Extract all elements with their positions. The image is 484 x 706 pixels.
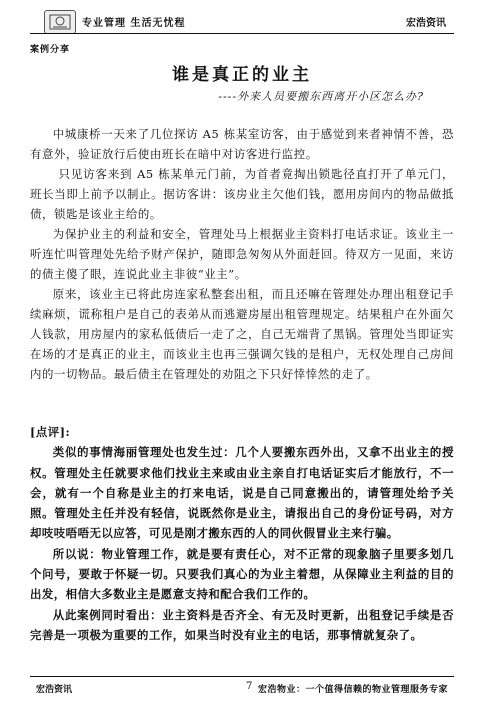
commentary-section [30,422,454,645]
footer-brand: 宏浩资讯 [36,685,73,695]
section-label: 案例分享 [30,45,71,55]
header-brand: 宏浩资讯 [406,18,446,29]
commentary-label: [点评]: [30,425,71,439]
page-title: 谁是真正的业主 [172,65,312,85]
article-body [30,124,454,384]
logo-icon [44,10,76,34]
header-divider [30,33,454,34]
article-paragraph: 中城康桥一天来了几位探访 A5 栋某室访客，由于感觉到来者神情不善，恐有意外，验证放行后使由班长在暗中对访客进行监控。 [30,127,454,161]
page-header [30,10,454,34]
page-footer [30,676,454,701]
commentary-paragraph: 从此案例同时看出：业主资料是否齐全、有无及时更新，出租登记手续是否完善是一项极为重要的工作，如果当时没有业主的电话，那事情就复杂了。 [30,607,454,642]
article-paragraph: 原来，该业主已将此房连家私整套出租，而且还嘛在管理处办理出租登记手续麻烦，谎称租户是自己的表弟从而逃避房屋出租管理规定。结果租户在外面欠人钱款，用房屋内的家私低债后一走了之，自己无端背了黑锅。管理处当即证实在场的才是真正的业主，而该业主也再三强调欠钱的是租户，无权处理自己房间内的一切物品。最后债主在管理处的劝阻之下只好悻悻然的走了。 [30,287,454,381]
article-paragraph: 只见访客来到 A5 栋某单元门前，为首者竟掏出锁匙径直打开了单元门，班长当即上前予以制止。据访客讲：该房业主欠他们钱，愿用房间内的物品做抵债，锁匙是该业主给的。 [30,167,454,221]
commentary-paragraph: 所以说：物业管理工作，就是要有责任心，对不正常的现象脑子里要多划几个问号，要敢于怀疑一切。只要我们真心的为业主着想，从保障业主利益的目的出发，相信大多数业主是愿意支持和配合我们工作的。 [30,546,454,602]
commentary-paragraph: 类似的事情海丽管理处也发生过：几个人要搬东西外出，又拿不出业主的授权。管理处主任就要求他们找业主来或由业主亲自打电话证实后才能放行，不一会，就有一个自称是业主的打来电话，说是自己同意搬出的，请管理处给予关照。管理处主任并没有轻信，说既然你是业主，请报出自己的身份证号码，对方却吱吱唔唔无以应答，可见是刚才搬东西的人的同伙假冒业主来行骗。 [30,445,454,541]
page-subtitle: ----外来人员要搬东西离开小区怎么办? [218,90,424,103]
footer-tagline: 宏浩物业：一个值得信赖的物业管理服务专家 [257,685,448,695]
header-slogan: 专业管理 生活无忧程 [82,18,186,29]
article-paragraph: 为保护业主的利益和安全，管理处马上根据业主资料打电话求证。该业主一听连忙叫管理处先给予财产保护，随即急匆匆从外面赶回。待双方一见面，来访的债主傻了眼，连说此业主非彼“业主”。 [30,227,454,281]
page-number: 7 [246,681,253,692]
